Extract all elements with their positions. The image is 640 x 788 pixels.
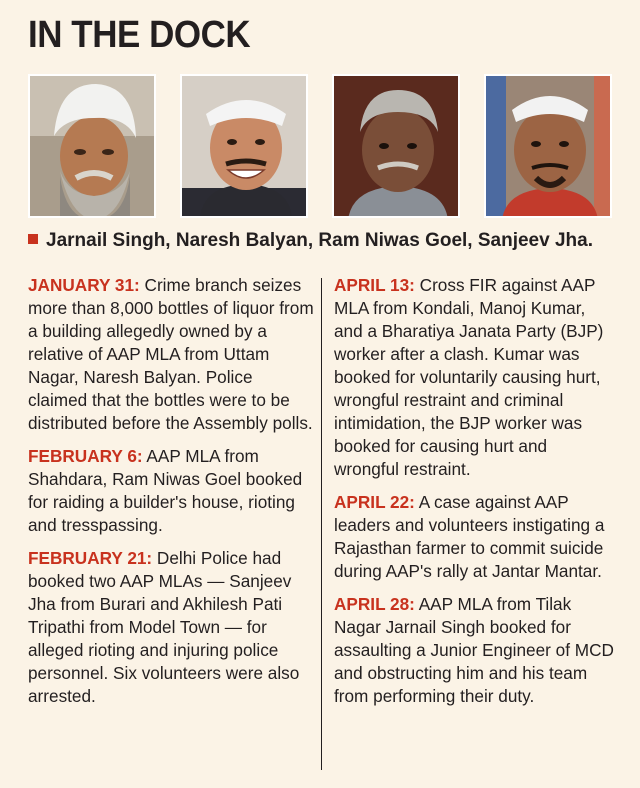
entry-date: FEBRUARY 6: (28, 446, 143, 466)
entry-date: APRIL 13: (334, 275, 415, 295)
portrait-grey-hair-photo (332, 74, 460, 218)
right-column (334, 274, 616, 718)
list-item (334, 491, 616, 583)
entry-text: AAP MLA from Shahdara, Ram Niwas Goel booked for raiding a builder's house, rioting and tresspassing. (28, 446, 303, 535)
entry-text: Cross FIR against AAP MLA from Kondali, Manoj Kumar, and a Bharatiya Janata Party (BJP) worker after a clash. Kumar was booked for voluntarily causing hurt, wrongful restraint and criminal intimidation, the BJP worker was booked for causing hurt and wrongful restraint. (334, 275, 604, 479)
list-item (334, 274, 616, 481)
entry-date: FEBRUARY 21: (28, 548, 153, 568)
square-bullet-icon (28, 234, 38, 244)
caption-text: Jarnail Singh, Naresh Balyan, Ram Niwas Goel, Sanjeev Jha. (46, 230, 593, 251)
entry-date: APRIL 22: (334, 492, 415, 512)
photo-strip (28, 74, 612, 220)
page-title: IN THE DOCK (28, 14, 251, 56)
photo-caption (28, 230, 593, 252)
list-item (28, 547, 314, 708)
portrait-turban-photo (28, 74, 156, 218)
list-item (28, 274, 314, 435)
entry-text: A case against AAP leaders and volunteers instigating a Rajasthan farmer to commit suicide during AAP's rally at Jantar Mantar. (334, 492, 605, 581)
entry-date: JANUARY 31: (28, 275, 140, 295)
list-item (334, 593, 616, 708)
portrait-cap-photo (484, 74, 612, 218)
list-item (28, 445, 314, 537)
entry-text: Crime branch seizes more than 8,000 bottles of liquor from a building allegedly owned by a relative of AAP MLA from Uttam Nagar, Naresh Balyan. Police claimed that the bottles were to be distributed before the Assembly polls. (28, 275, 314, 433)
column-divider (321, 278, 322, 770)
entry-text: Delhi Police had booked two AAP MLAs — Sanjeev Jha from Burari and Akhilesh Pati Tripathi from Model Town — for alleged rioting and injuring police personnel. Six volunteers were also arrested. (28, 548, 300, 706)
portrait-cap-smiling-photo (180, 74, 308, 218)
entry-text: AAP MLA from Tilak Nagar Jarnail Singh booked for assaulting a Junior Engineer of MCD and obstructing him and his team from performing their duty. (334, 594, 614, 706)
entry-date: APRIL 28: (334, 594, 415, 614)
left-column (28, 274, 314, 718)
